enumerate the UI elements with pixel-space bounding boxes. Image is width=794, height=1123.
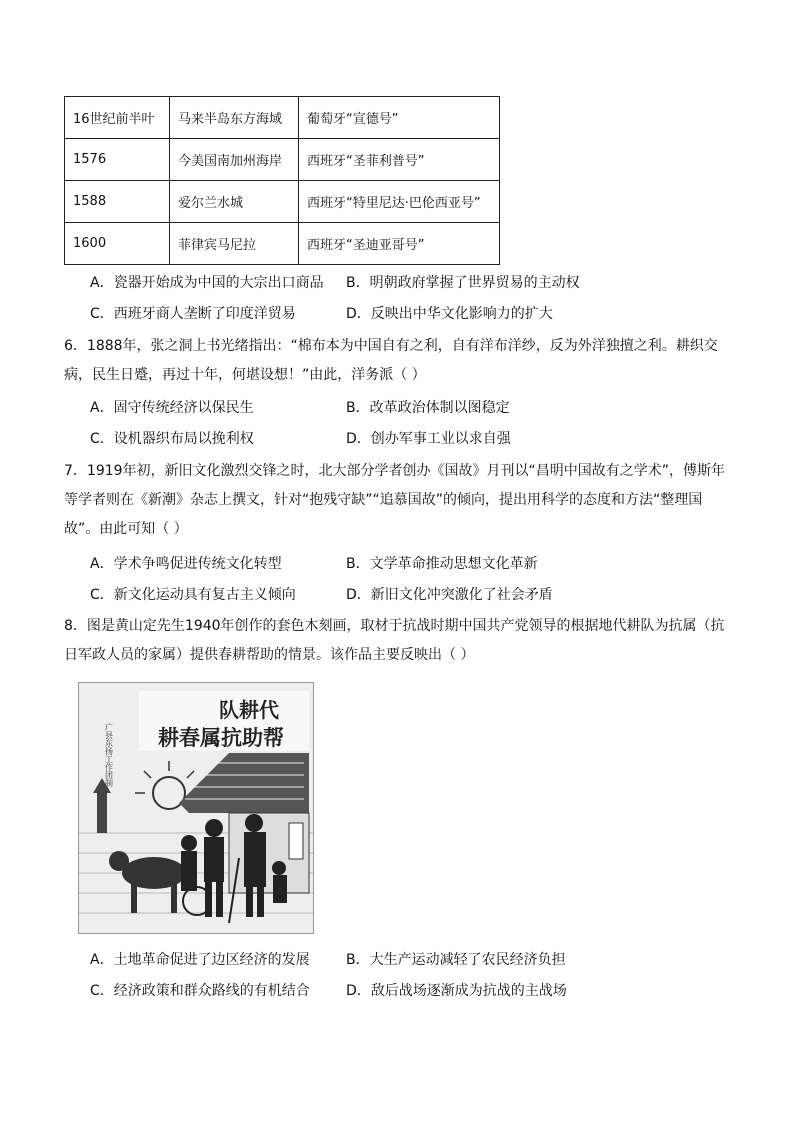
woodcut-title-line1: 队耕代: [219, 698, 279, 722]
q7-option-b[interactable]: B．文学革命推动思想文化革新: [346, 556, 538, 572]
q6-option-b[interactable]: B．改革政治体制以图稳定: [346, 400, 510, 416]
table-cell: 西班牙“圣迪亚哥号”: [299, 223, 500, 265]
table-row: [65, 139, 500, 181]
woodcut-title-line2: 耕春属抗助帮: [158, 726, 284, 750]
q6-option-d[interactable]: D．创办军事工业以求自强: [346, 431, 511, 447]
table-cell: 葡萄牙“宣德号”: [299, 97, 500, 139]
q6-option-a[interactable]: A．固守传统经济以保民生: [90, 400, 254, 416]
q6-stem-line1: 6．1888年，张之洞上书光绪指出：“棉布本为中国自有之利，自有洋布洋纱，反为外洋独擅之利。耕织交: [64, 338, 718, 354]
q7-stem-line1: 7．1919年初，新旧文化激烈交锋之时，北大部分学者创办《国故》月刊以“昌明中国故有之学术”，傅斯年: [64, 463, 726, 479]
q5-option-c[interactable]: C．西班牙商人垄断了印度洋贸易: [90, 306, 296, 322]
q7-option-d[interactable]: D．新旧文化冲突激化了社会矛盾: [346, 587, 553, 603]
table-cell: 16世纪前半叶: [65, 97, 170, 139]
q8-option-d[interactable]: D．敌后战场逐渐成为抗战的主战场: [346, 983, 567, 999]
table-cell: 1588: [65, 181, 170, 223]
q8-option-a[interactable]: A．土地革命促进了边区经济的发展: [90, 952, 310, 968]
table-cell: 马来半岛东方海域: [170, 97, 299, 139]
q7-option-a[interactable]: A．学术争鸣促进传统文化转型: [90, 556, 282, 572]
q6-stem-line2: 病，民生日蹙，再过十年，何堪设想！”由此，洋务派（ ）: [64, 367, 426, 383]
q6-option-c[interactable]: C．设机器织布局以挽利权: [90, 431, 254, 447]
table-row: [65, 223, 500, 265]
q5-option-d[interactable]: D．反映出中华文化影响力的扩大: [346, 306, 553, 322]
table-row: [65, 97, 500, 139]
q8-option-b[interactable]: B．大生产运动减轻了农民经济负担: [346, 952, 566, 968]
woodcut-image: [78, 682, 314, 934]
q8-stem-line1: 8．图是黄山定先生1940年创作的套色木刻画，取材于抗战时期中国共产党领导的根据地代耕队为抗属（抗: [64, 618, 725, 634]
table-cell: 西班牙“特里尼达·巴伦西亚号”: [299, 181, 500, 223]
q8-stem-line2: 日军政人员的家属）提供春耕帮助的情景。该作品主要反映出（ ）: [64, 647, 475, 663]
table-cell: 1576: [65, 139, 170, 181]
table-cell: 爱尔兰水城: [170, 181, 299, 223]
q7-stem-line3: 故”。由此可知（ ）: [64, 521, 188, 537]
q7-option-c[interactable]: C．新文化运动具有复古主义倾向: [90, 587, 296, 603]
q5-option-b[interactable]: B．明朝政府掌握了世界贸易的主动权: [346, 275, 580, 291]
woodcut-illustration: [79, 683, 313, 933]
woodcut-side-text: [105, 722, 114, 788]
table-cell: 菲律宾马尼拉: [170, 223, 299, 265]
svg-text:广县东扬工作团制: 广县东扬工作团制: [104, 723, 114, 787]
q7-stem-line2: 等学者则在《新潮》杂志上撰文，针对“抱残守缺”“追慕国故”的倾向，提出用科学的态度和方法“整理国: [64, 492, 703, 508]
table-row: [65, 181, 500, 223]
q5-option-a[interactable]: A．瓷器开始成为中国的大宗出口商品: [90, 275, 324, 291]
shipwreck-table: [64, 96, 500, 265]
table-cell: 今美国南加州海岸: [170, 139, 299, 181]
table-cell: 西班牙“圣菲利普号”: [299, 139, 500, 181]
q8-option-c[interactable]: C．经济政策和群众路线的有机结合: [90, 983, 310, 999]
table-cell: 1600: [65, 223, 170, 265]
